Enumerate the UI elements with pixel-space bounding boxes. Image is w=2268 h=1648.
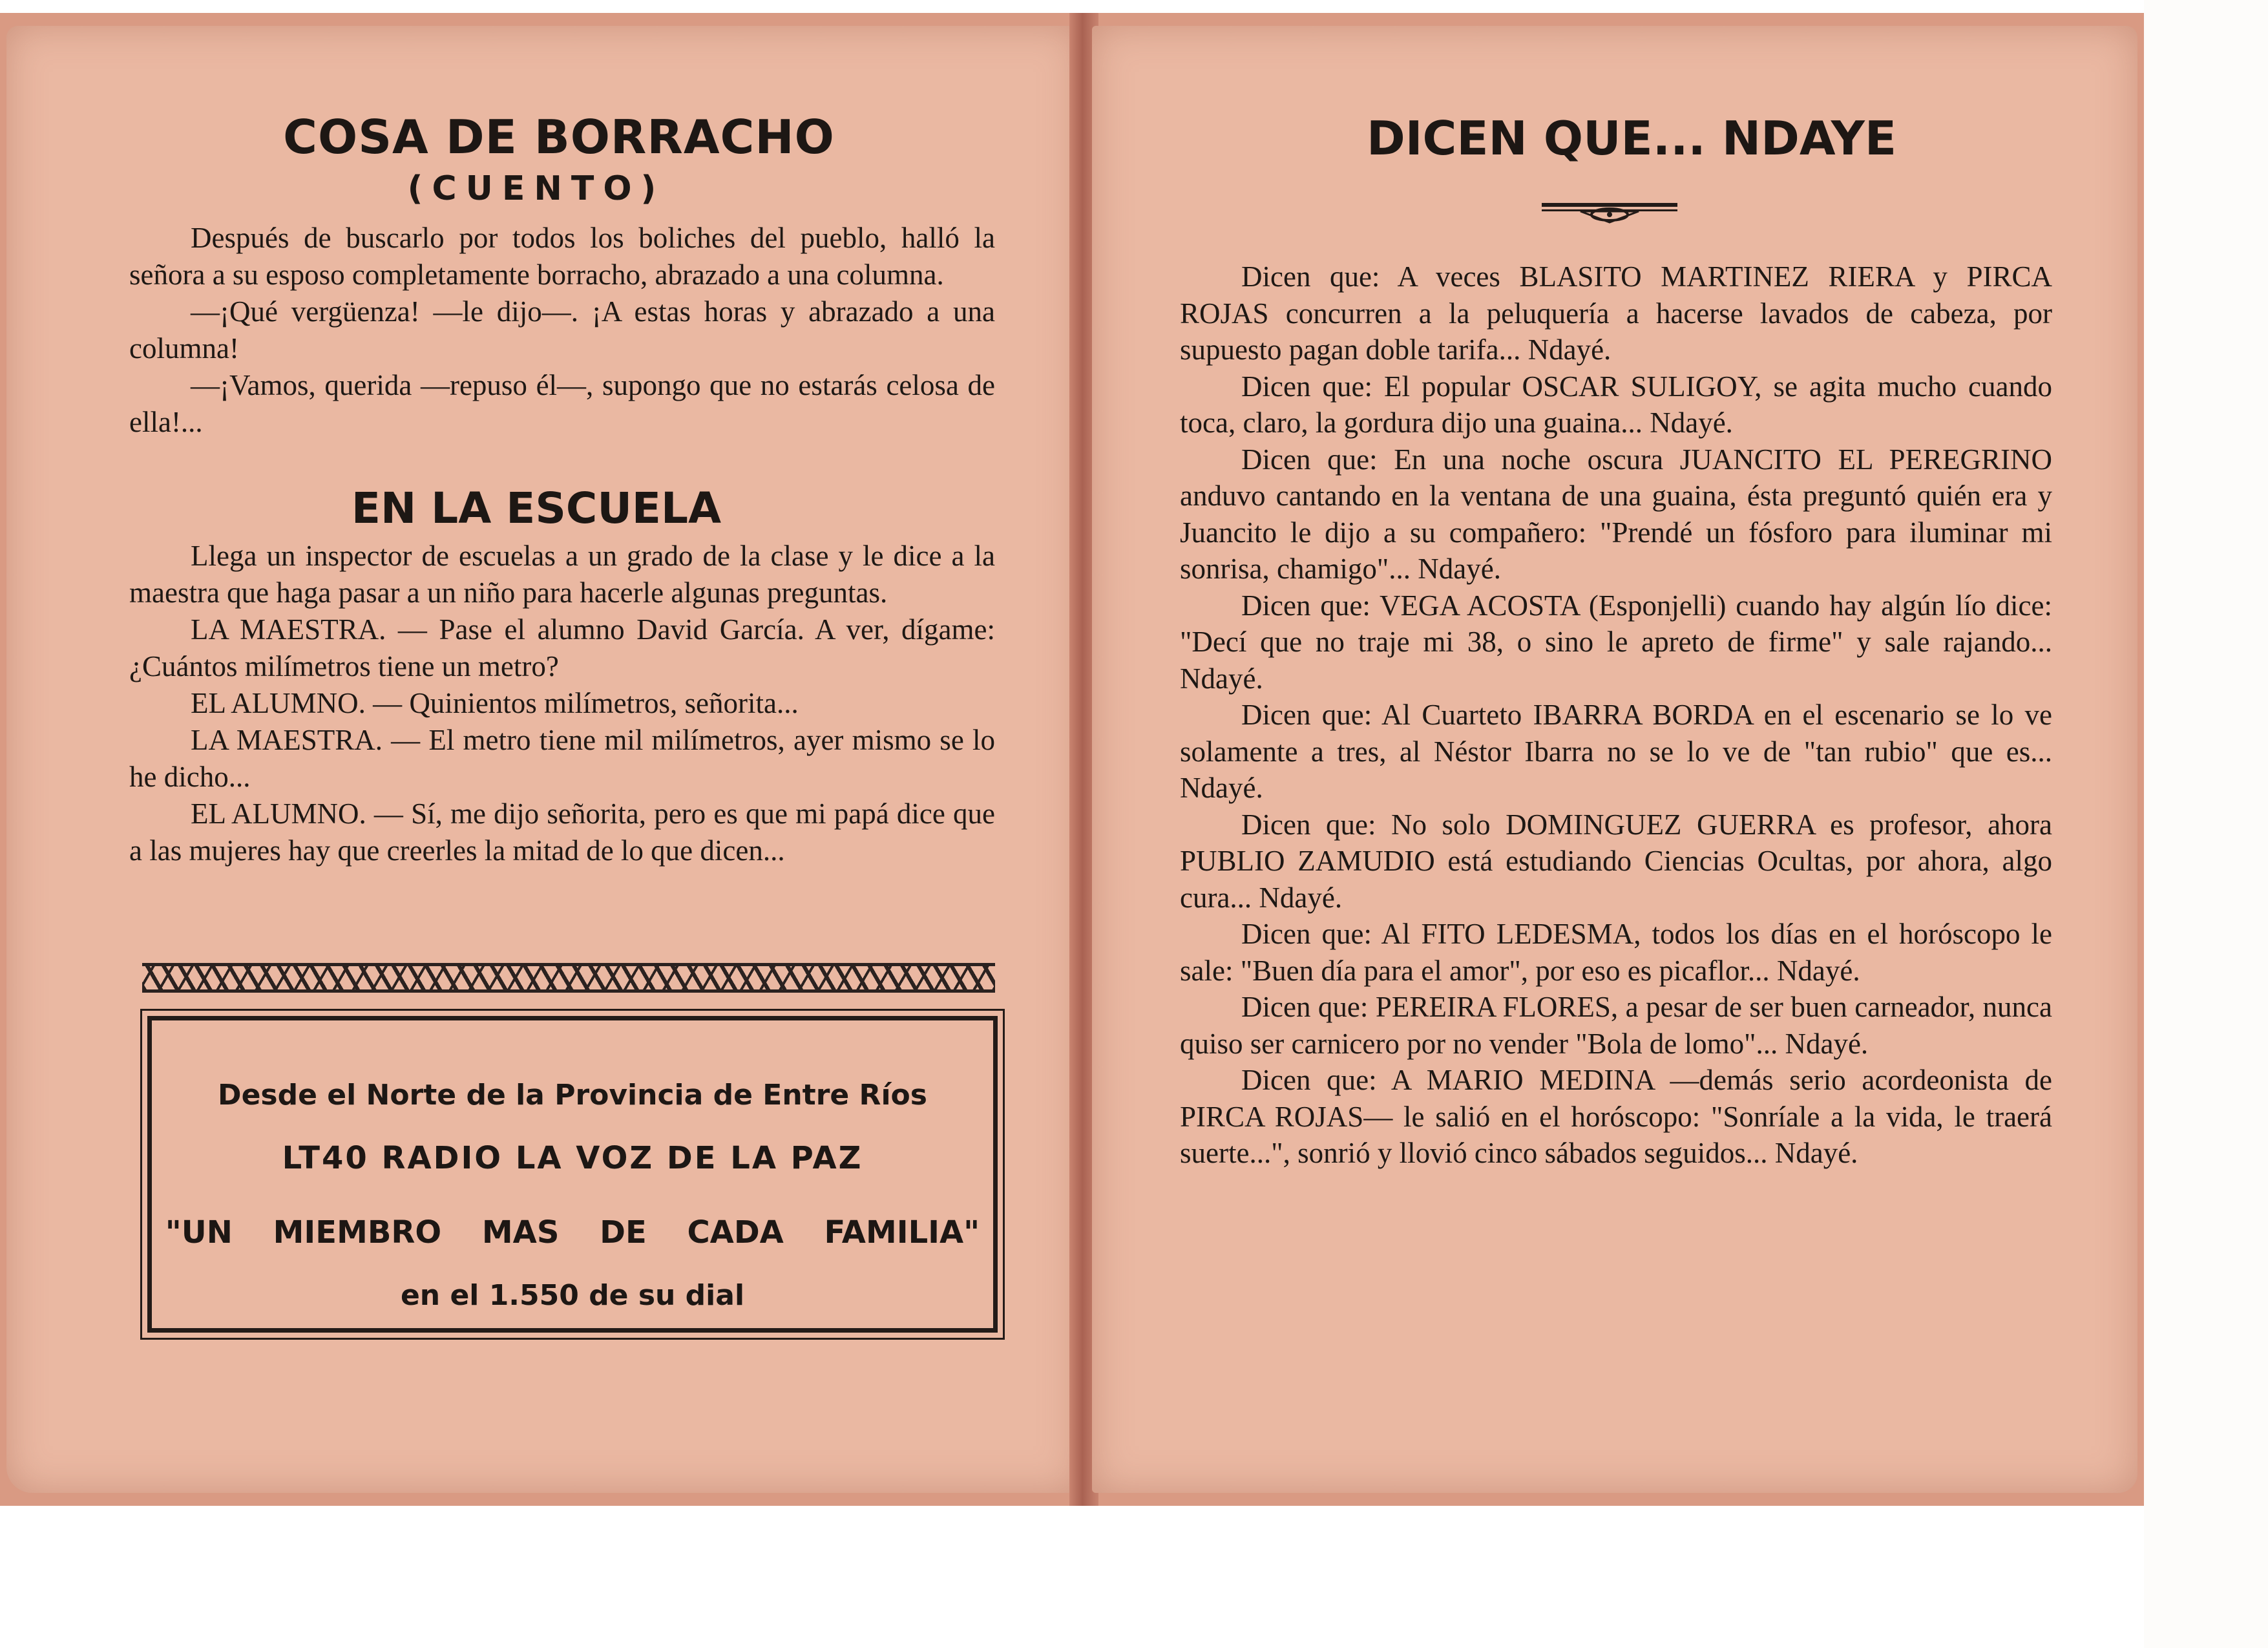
radio-advertisement-box: [147, 1016, 998, 1333]
paragraph: Llega un inspector de escuelas a un grado de la clase y le dice a la maestra que haga pasar a un niño para hacerle algunas preguntas.: [129, 540, 995, 609]
story-body-cosa-de-borracho: [129, 220, 995, 441]
column-body-dicen-que: [1180, 259, 2052, 1172]
story-title-en-la-escuela: EN LA ESCUELA: [351, 483, 722, 533]
paragraph: Después de buscarlo por todos los boliches del pueblo, halló la señora a su esposo completamente borracho, abrazado a una columna.: [129, 222, 995, 291]
gossip-item: Dicen que: PEREIRA FLORES, a pesar de ser buen carneador, nunca quiso ser carnicero por no vender "Bola de lomo"... Ndayé.: [1180, 991, 2052, 1060]
story-title-cosa-de-borracho: COSA DE BORRACHO: [283, 110, 835, 164]
story-body-en-la-escuela: [129, 538, 995, 869]
gossip-item: Dicen que: A veces BLASITO MARTINEZ RIERA y PIRCA ROJAS concurren a la peluquería a hacerse lavados de cabeza, por supuesto pagan doble tarifa... Ndayé.: [1180, 260, 2052, 366]
gossip-item: Dicen que: El popular OSCAR SULIGOY, se agita mucho cuando toca, claro, la gordura dijo una guaina... Ndayé.: [1180, 370, 2052, 439]
paragraph: EL ALUMNO. — Quinientos milímetros, señorita...: [191, 687, 799, 719]
ad-line-origin: Desde el Norte de la Provincia de Entre Ríos: [218, 1079, 927, 1112]
ad-line-station: LT40 RADIO LA VOZ DE LA PAZ: [282, 1140, 863, 1176]
story-subtitle-cuento: (CUENTO): [407, 169, 666, 208]
paragraph: —¡Vamos, querida —repuso él—, supongo que no estarás celosa de ella!...: [129, 369, 995, 438]
decorative-border-strip: [142, 963, 995, 993]
ornament-divider-icon: [1542, 200, 1677, 224]
column-title-dicen-que: DICEN QUE... NDAYE: [1366, 111, 1897, 165]
scanner-background: [2144, 0, 2268, 1648]
paragraph: LA MAESTRA. — Pase el alumno David García. A ver, dígame: ¿Cuántos milímetros tiene un metro?: [129, 613, 995, 682]
ad-line-frequency: en el 1.550 de su dial: [400, 1279, 745, 1312]
gossip-item: Dicen que: Al Cuarteto IBARRA BORDA en el escenario se lo ve solamente a tres, al Néstor Ibarra no se lo ve de "tan rubio" que es... Ndayé.: [1180, 699, 2052, 804]
ad-line-slogan: "UN MIEMBRO MAS DE CADA FAMILIA": [165, 1214, 980, 1251]
gossip-item: Dicen que: En una noche oscura JUANCITO EL PEREGRINO anduvo cantando en la ventana de una guaina, ésta preguntó quién era y Juancito le dijo a su compañero: "Prendé un fósforo para iluminar mi sonrisa, chamigo"... Ndayé.: [1180, 443, 2052, 585]
paragraph: EL ALUMNO. — Sí, me dijo señorita, pero es que mi papá dice que a las mujeres hay que creerles la mitad de lo que dicen...: [129, 798, 995, 867]
gossip-item: Dicen que: Al FITO LEDESMA, todos los días en el horóscopo le sale: "Buen día para el amor", por eso es picaflor... Ndayé.: [1180, 918, 2052, 987]
gossip-item: Dicen que: A MARIO MEDINA —demás serio acordeonista de PIRCA ROJAS— le salió en el horóscopo: "Sonríale a la vida, le traerá suerte...", sonrió y llovió cinco sábados seguidos... Ndayé.: [1180, 1064, 2052, 1169]
gossip-item: Dicen que: No solo DOMINGUEZ GUERRA es profesor, ahora PUBLIO ZAMUDIO está estudiando Ciencias Ocultas, por ahora, algo cura... Ndayé.: [1180, 808, 2052, 914]
gossip-item: Dicen que: VEGA ACOSTA (Esponjelli) cuando hay algún lío dice: "Decí que no traje mi 38, o sino le apreto de firme" y sale rajando... Ndayé.: [1180, 589, 2052, 695]
paragraph: —¡Qué vergüenza! —le dijo—. ¡A estas horas y abrazado a una columna!: [129, 295, 995, 364]
paragraph: LA MAESTRA. — El metro tiene mil milímetros, ayer mismo se lo he dicho...: [129, 724, 995, 793]
